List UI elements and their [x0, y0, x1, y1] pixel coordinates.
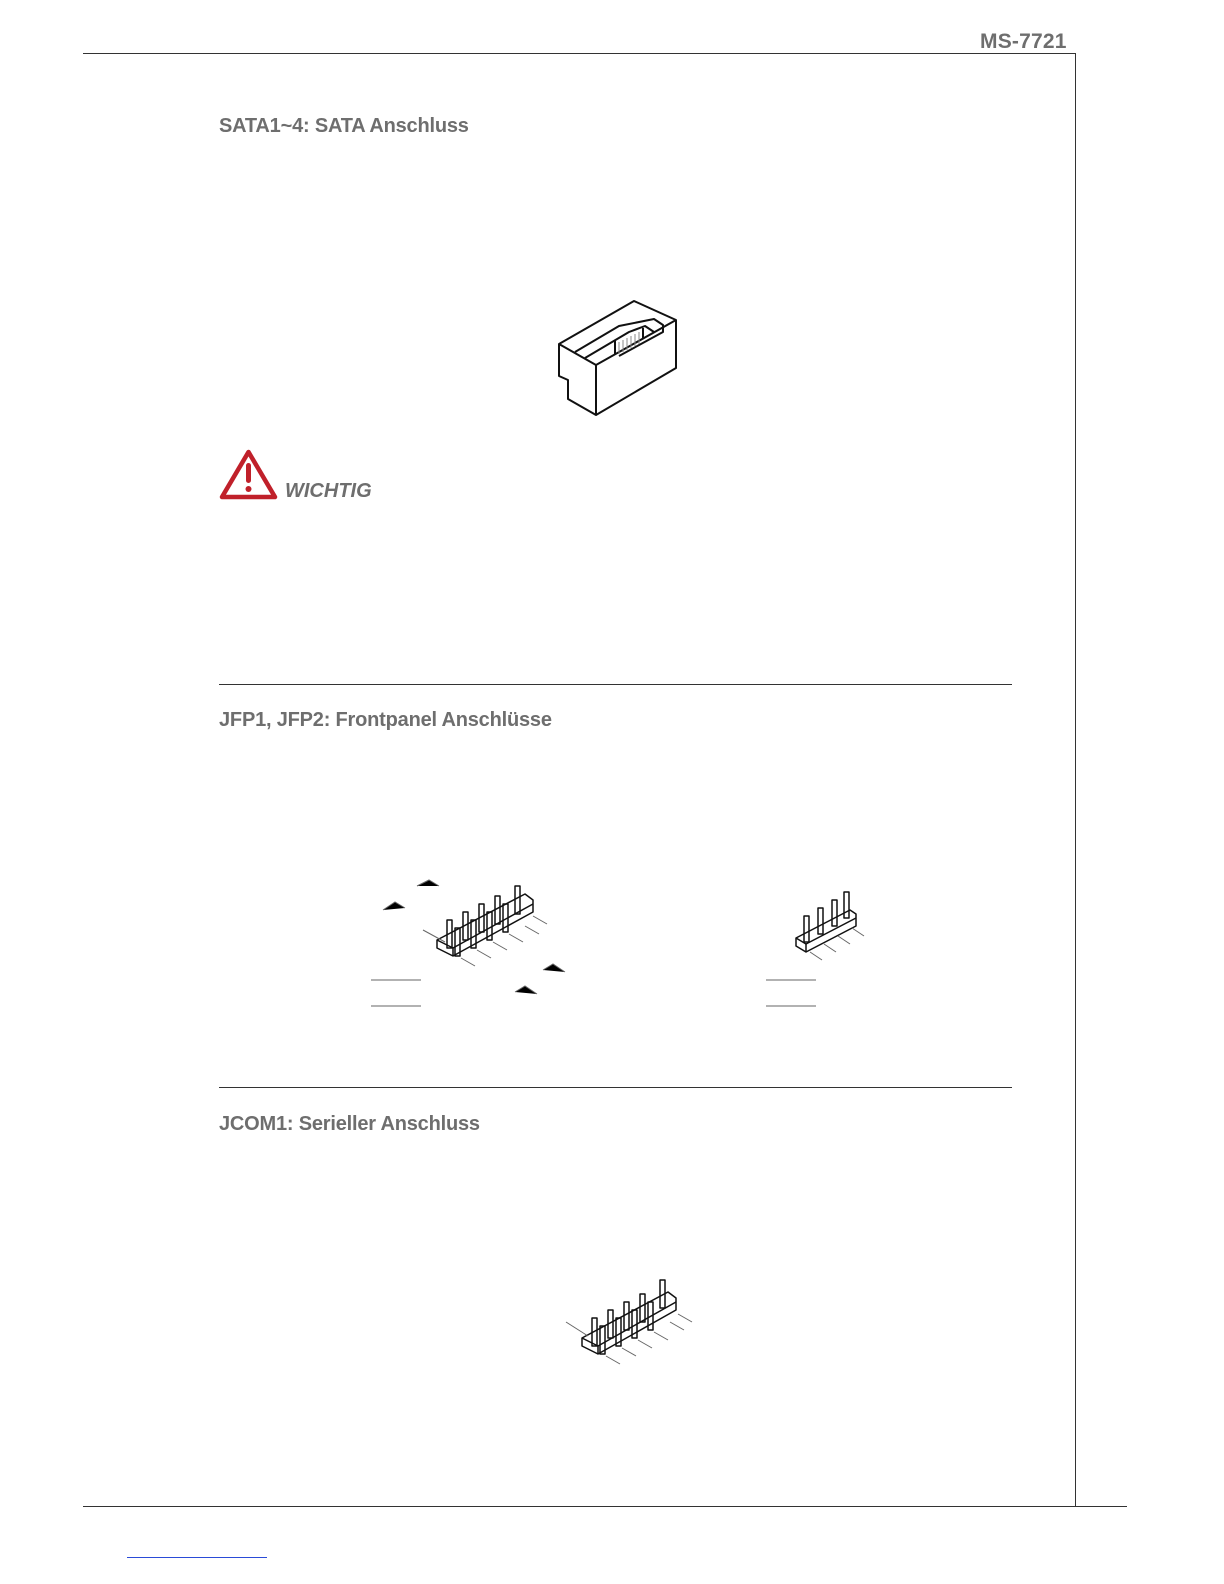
footer-rule [83, 1506, 1127, 1507]
jfp-heading: JFP1, JFP2: Frontpanel Anschlüsse [219, 709, 552, 731]
sata-connector-diagram [555, 298, 680, 420]
jcom-heading: JCOM1: Serieller Anschluss [219, 1113, 480, 1135]
sata-heading: SATA1~4: SATA Anschluss [219, 115, 469, 137]
jfp1-pin-header-diagram [365, 872, 585, 1012]
section-divider [219, 684, 1012, 685]
page-edge-rule [1075, 53, 1076, 1507]
footer-link-underline[interactable] [127, 1557, 267, 1558]
important-label: WICHTIG [285, 480, 372, 502]
section-divider [219, 1087, 1012, 1088]
jcom1-pin-header-diagram [560, 1272, 700, 1372]
jfp2-pin-header-diagram [760, 886, 880, 1012]
warning-triangle-icon [219, 449, 278, 500]
header-rule [83, 53, 1076, 54]
model-number: MS-7721 [980, 30, 1067, 53]
